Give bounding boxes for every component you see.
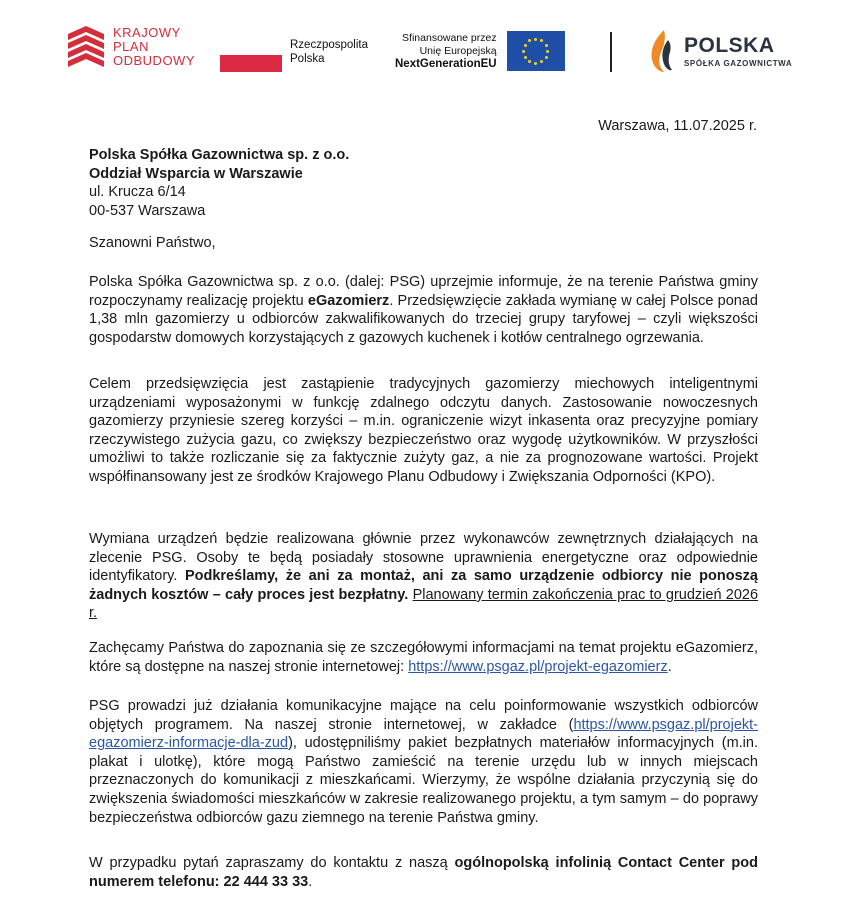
polish-flag-icon — [220, 38, 282, 72]
p6-text-a: W przypadku pytań zapraszamy do kontaktu z naszą — [89, 855, 455, 871]
paragraph-4 — [89, 639, 758, 676]
eu-star-icon — [540, 60, 543, 63]
eu-star-icon — [540, 39, 543, 42]
rp-logo-text — [290, 38, 368, 66]
p5-text-c: ), udostępniliśmy pakiet bezpłatnych materiałów informacyjnych (m.in. plakat i ulotkę), które mogą Państwo zamieścić na terenie urzędu lub w innych miejscach przeznaczonych do komunikacji z mieszkańcami. Wierzymy, że wspólne działania przyczynią się do zwiększenia świadomości mieszkańców w zakresie realizowanego projektu, a tym samym – do poprawy bezpieczeństwa odbiorców gazu ziemnego na terenie Państwa gminy. — [89, 735, 758, 826]
kpo-line-3: ODBUDOWY — [113, 53, 195, 68]
logo-separator — [610, 32, 612, 72]
address-line-1: Polska Spółka Gazownictwa sp. z o.o. — [89, 147, 350, 163]
address-line-2: Oddział Wsparcia w Warszawie — [89, 165, 303, 182]
paragraph-1 — [89, 273, 758, 347]
eu-line-3: NextGenerationEU — [395, 57, 497, 70]
eu-star-icon — [534, 38, 537, 41]
paragraph-5 — [89, 697, 758, 827]
eu-star-icon — [522, 50, 525, 53]
eu-star-icon — [524, 44, 527, 47]
letter-date: Warszawa, 11.07.2025 r. — [598, 118, 757, 134]
p1-text-c: . Przedsięwzięcie zakłada wymianę w całej Polsce ponad 1,38 mln gazomierzy u odbiorców zakwalifikowanych do trzeciej grupy taryfowej – czyli większości gospodarstw domowych korzystających z gazowych kuchenek i kotłów centralnego ogrzewania. — [89, 292, 758, 346]
kpo-logo — [68, 26, 195, 68]
kpo-line-2: PLAN — [113, 39, 149, 54]
materials-link[interactable]: https://www.psgaz.pl/projekt-egazomierz-informacje-dla-zud — [89, 716, 758, 752]
salutation: Szanowni Państwo, — [89, 235, 216, 251]
p5-text-a: PSG prowadzi już działania komunikacyjne mające na celu poinformowanie wszystkich odbiorców objętych programem. Na naszej stronie internetowej, w zakładce ( — [89, 698, 758, 733]
paragraph-2: Celem przedsięwzięcia jest zastąpienie tradycyjnych gazomierzy miechowych inteligentnymi urządzeniami wyposażonymi w funkcję zdalnego odczytu danych. Zastosowanie nowoczesnych gazomierzy przyniesie szereg korzyści – m.in. ograniczenie wizyt inkasenta oraz precyzyjne pomiary rzeczywistego zużycia gazu, co zwiększy bezpieczeństwo oraz wygodę użytkowników. W przyszłości umożliwi to także rozliczanie się za faktycznie zużyty gaz, a nie za prognozowane wartości. Projekt współfinansowany jest ze środków Krajowego Planu Odbudowy i Zwiększania Odporności (KPO). — [89, 376, 758, 485]
recipient-address — [89, 146, 349, 220]
p4-text-c: . — [667, 658, 672, 675]
eu-flag-icon — [507, 31, 565, 71]
kpo-logo-text — [113, 26, 195, 68]
rp-line-2: Polska — [290, 53, 325, 65]
eu-star-icon — [545, 56, 548, 59]
p4-text-a: Zachęcamy Państwa do zapoznania się ze szczegółowymi informacjami na temat projektu eGazomierz, które są dostępne na naszej stronie internetowej: — [89, 640, 758, 675]
eu-star-icon — [534, 62, 537, 65]
p1-text-a: Polska Spółka Gazownictwa sp. z o.o. (dalej: PSG) uprzejmie informuje, że na terenie Państwa gminy rozpoczynamy realizację projektu — [89, 274, 758, 309]
p1-project-name: eGazomierz — [307, 292, 390, 309]
eu-star-icon — [528, 39, 531, 42]
eu-line-1: Sfinansowane przez — [402, 31, 497, 44]
logo-bar — [0, 0, 841, 95]
eu-star-icon — [546, 50, 549, 53]
p3-deadline: Planowany termin zakończenia prac to grudzień 2026 r. — [89, 586, 759, 622]
psg-name: POLSKA — [684, 33, 775, 57]
rp-logo — [220, 38, 368, 72]
paragraph-3 — [89, 530, 758, 623]
address-line-3: ul. Krucza 6/14 — [89, 184, 186, 200]
p3-text-a: Wymiana urządzeń będzie realizowana głównie przez wykonawców zewnętrznych działających na zlecenie PSG. Osoby te będą posiadały stosowne uprawnienia energetyczne oraz odpowiednie identyfikatory. — [89, 531, 758, 585]
psg-logo-text — [684, 35, 792, 68]
eu-logo — [395, 31, 565, 71]
eu-star-icon — [545, 44, 548, 47]
p6-hotline: ogólnopolską infolinią Contact Center pod numerem telefonu: 22 444 33 33 — [89, 855, 758, 890]
eu-logo-text — [395, 32, 497, 71]
psg-sub: SPÓŁKA GAZOWNICTWA — [684, 58, 793, 68]
p3-bold-notice: Podkreślamy, że ani za montaż, ani za samo urządzenie odbiorcy nie ponoszą żadnych kosztów – cały proces jest bezpłatny. — [89, 568, 758, 603]
p6-text-c: . — [308, 873, 313, 890]
kpo-mark-icon — [68, 26, 104, 68]
egazomierz-link[interactable]: https://www.psgaz.pl/projekt-egazomierz — [408, 658, 668, 675]
eu-line-2: Unię Europejską — [419, 44, 497, 57]
address-line-4: 00-537 Warszawa — [89, 202, 206, 219]
flame-icon — [648, 28, 676, 74]
eu-star-icon — [528, 60, 531, 63]
kpo-line-1: KRAJOWY — [113, 25, 181, 40]
paragraph-6 — [89, 854, 758, 891]
psg-logo — [648, 28, 792, 74]
rp-line-1: Rzeczpospolita — [290, 39, 368, 51]
eu-star-icon — [524, 56, 527, 59]
